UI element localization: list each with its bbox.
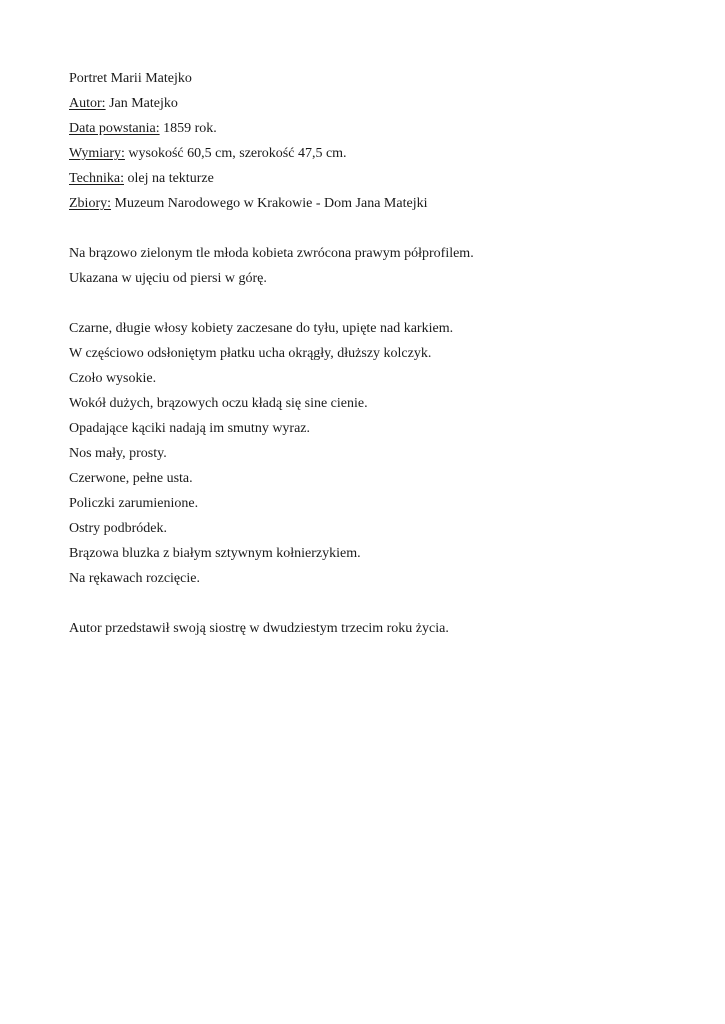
meta-technique [69, 166, 689, 191]
document-body [69, 66, 689, 641]
paragraph2-line: Policzki zarumienione. [69, 496, 199, 511]
meta-collection [69, 191, 689, 216]
meta-technique-label: Technika: [69, 171, 124, 186]
paragraph2-line: Ostry podbródek. [69, 521, 167, 536]
paragraph3-line: Autor przedstawił swoją siostrę w dwudziestym trzecim roku życia. [69, 621, 449, 636]
paragraph2-line: Czarne, długie włosy kobiety zaczesane do tyłu, upięte nad karkiem. [69, 321, 454, 336]
paragraph-spacer [69, 216, 689, 241]
meta-dimensions-label: Wymiary: [69, 146, 125, 161]
meta-technique-value: olej na tekturze [124, 171, 214, 186]
paragraph-spacer [69, 291, 689, 316]
meta-date-label: Data powstania: [69, 121, 160, 136]
meta-dimensions [69, 141, 689, 166]
paragraph2-line: W częściowo odsłoniętym płatku ucha okrągły, dłuższy kolczyk. [69, 346, 432, 361]
meta-collection-label: Zbiory: [69, 196, 111, 211]
document-title: Portret Marii Matejko [69, 71, 192, 86]
meta-author-value: Jan Matejko [105, 96, 178, 111]
paragraph2-line: Brązowa bluzka z białym sztywnym kołnierzykiem. [69, 546, 361, 561]
meta-author-label: Autor: [69, 96, 106, 111]
meta-date-value: 1859 rok. [159, 121, 217, 136]
paragraph2-line: Czoło wysokie. [69, 371, 157, 386]
paragraph2-line: Opadające kąciki nadają im smutny wyraz. [69, 421, 311, 436]
paragraph2-line: Wokół dużych, brązowych oczu kładą się sine cienie. [69, 396, 368, 411]
meta-collection-value: Muzeum Narodowego w Krakowie - Dom Jana Matejki [111, 196, 428, 211]
paragraph1-line: Na brązowo zielonym tle młoda kobieta zwrócona prawym półprofilem. [69, 246, 474, 261]
meta-date [69, 116, 689, 141]
paragraph2-line: Czerwone, pełne usta. [69, 471, 193, 486]
paragraph-spacer [69, 591, 689, 616]
meta-dimensions-value: wysokość 60,5 cm, szerokość 47,5 cm. [124, 146, 347, 161]
meta-author [69, 91, 689, 116]
paragraph1-line: Ukazana w ujęciu od piersi w górę. [69, 271, 267, 286]
paragraph2-line: Na rękawach rozcięcie. [69, 571, 200, 586]
paragraph2-line: Nos mały, prosty. [69, 446, 167, 461]
